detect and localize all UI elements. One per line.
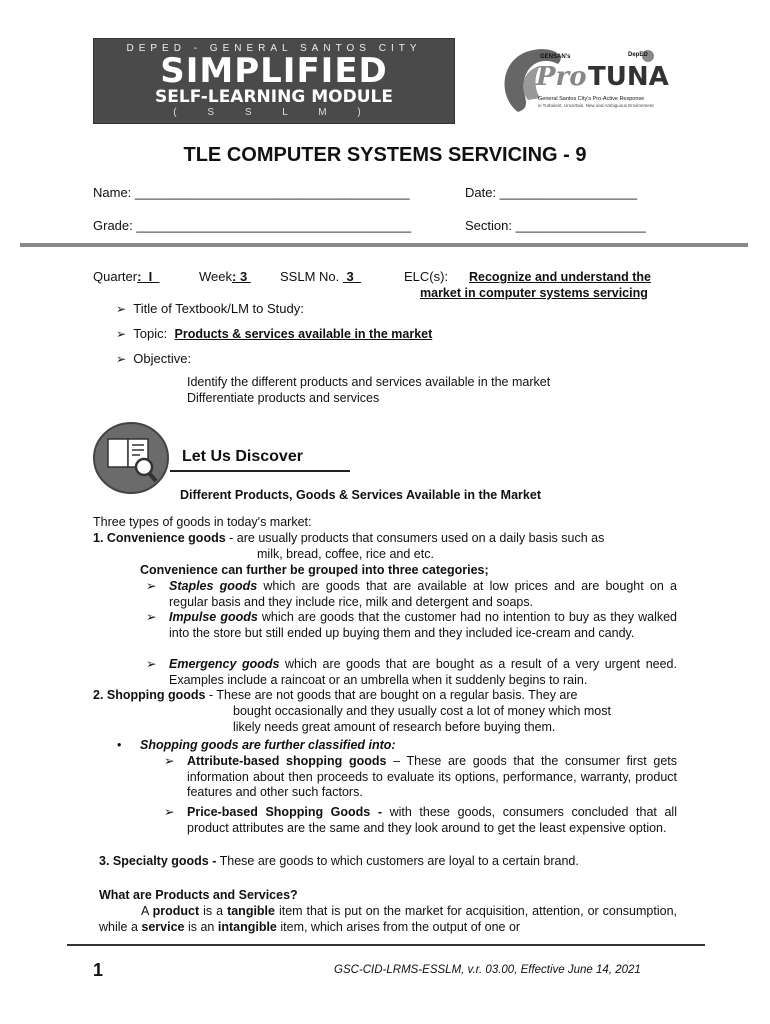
logo-tuna: TUNA [588,62,669,92]
elc-value-2: market in computer systems servicing [420,286,648,300]
discover-subheading: Different Products, Goods & Services Available in the Market [180,488,541,502]
week-value: : 3 [232,269,251,284]
attribute-item [187,754,677,801]
protuna-logo [488,42,678,124]
textbook-item [116,301,304,317]
banner-subtitle: SELF-LEARNING MODULE [155,87,393,107]
topic-item [116,326,432,343]
dot-bullet-icon: • [117,738,122,752]
week-label: Week [199,269,232,284]
arrow-bullet-icon: ➢ [116,302,127,316]
impulse-title: Impulse goods [169,610,258,624]
topic-label: Topic: [133,326,168,341]
elc-value-1: Recognize and understand the [469,270,651,284]
arrow-bullet-icon: ➢ [146,657,157,671]
ps-title: What are Products and Services? [99,888,298,902]
arrow-bullet-icon: ➢ [164,754,175,768]
arrow-bullet-icon: ➢ [116,327,127,341]
specialty-title: 3. Specialty goods - [99,854,217,868]
banner-acronym: ( S S L M ) [173,107,375,118]
impulse-text: which are goods that the customer had no intention to buy as they walked into the store but still ended up buying them and they included ice-cream and candy. [169,610,677,640]
convenience-line [93,531,604,547]
shopping-class: Shopping goods are further classified into: [140,738,396,752]
objective-item [116,351,191,367]
discover-heading: Let Us Discover [182,448,303,465]
banner-top-text: DEPED - GENERAL SANTOS CITY [126,43,422,54]
sslm-row [280,269,361,285]
section-field[interactable]: Section: __________________ [465,218,646,233]
quarter-label: Quarter [93,269,138,284]
sslm-label: SSLM No. [280,269,343,284]
logo-gensans: GENSAN's [540,54,571,60]
week-row [199,269,251,285]
page-number: 1 [93,960,104,980]
grade-field[interactable]: Grade: ______________________________________ [93,218,412,233]
shopping-text-2: bought occasionally and they usually cost a lot of money which most [233,704,611,718]
date-field[interactable]: Date: ___________________ [465,185,638,200]
logo-tagline: General Santos City's Pro-Active Response [538,96,645,102]
discover-icon [92,421,170,495]
convenience-text: - are usually products that consumers used on a daily basis such as [225,531,605,545]
intro-text: Three types of goods in today's market: [93,515,312,529]
staples-title: Staples goods [169,579,258,593]
topic-value: Products & services available in the market [174,327,433,341]
module-banner [93,38,455,124]
price-title: Price-based Shopping Goods - [187,805,383,819]
arrow-bullet-icon: ➢ [116,352,127,366]
emergency-item [169,657,677,688]
ps-paragraph: A product is a tangible item that is put on the market for acquisition, attention, or consumption, while a service is an intangible item, which arises from the output of one or [99,904,677,934]
arrow-bullet-icon: ➢ [164,805,175,819]
objective-label: Objective: [133,351,192,366]
ps-product: product [152,904,200,918]
page-title: TLE COMPUTER SYSTEMS SERVICING - 9 [183,144,587,166]
objective-2: Differentiate products and services [187,391,380,405]
ps-service: service [141,919,185,934]
convenience-title: 1. Convenience goods [93,531,226,545]
attribute-text: – These are goods that the consumer first gets information about then proceeds to evaluate its options, performance, warranty, product features and other such factors. [187,754,677,799]
attribute-title: Attribute-based shopping goods [187,754,387,768]
shopping-text-3: likely needs great amount of research before buying them. [233,720,556,734]
logo-deped: DepED [628,52,648,58]
staples-item [169,579,677,610]
objective-1: Identify the different products and services available in the market [187,375,551,389]
sslm-value: 3 [342,269,361,284]
impulse-item [169,610,677,641]
convenience-text-2: milk, bread, coffee, rice and etc. [257,547,434,561]
elc-label: ELC(s): [404,269,449,284]
shopping-title: 2. Shopping goods [93,688,206,702]
meta-row [93,269,159,285]
shopping-line [93,688,578,704]
logo-pro: Pro [536,62,587,92]
quarter-value: : I [137,269,160,284]
name-field[interactable]: Name: ______________________________________ [93,185,410,200]
ps-tangible: tangible [227,904,275,918]
banner-title: SIMPLIFIED [160,51,388,91]
logo-tagline-2: in Turbulent, Uncertain, New and Ambiguous Environment [538,103,654,108]
emergency-text: which are goods that are bought as a result of a very urgent need. Examples include a raincoat or an umbrella when it suddenly begins to rain. [169,657,677,687]
shopping-text: - These are not goods that are bought on a regular basis. They are [205,688,578,702]
arrow-bullet-icon: ➢ [146,579,157,593]
specialty-text: These are goods to which customers are loyal to a certain brand. [216,854,579,868]
discover-underline [170,470,350,472]
footer-code: GSC-CID-LRMS-ESSLM, v.r. 03.00, Effective June 14, 2021 [334,964,641,976]
specialty-line [99,854,579,870]
price-item [187,805,677,836]
textbook-label: Title of Textbook/LM to Study: [133,301,304,316]
header-divider [20,243,748,247]
price-text: with these goods, consumers concluded that all product attributes are the same and they look around to get the least expensive option. [187,805,677,835]
arrow-bullet-icon: ➢ [146,610,157,624]
convenience-group: Convenience can further be grouped into three categories; [140,563,489,577]
emergency-title: Emergency goods [169,657,280,671]
ps-intangible: intangible [217,919,277,934]
footer-divider [67,944,705,946]
staples-text: which are goods that are available at low prices and are bought on a regular basis and they include rice, milk and detergent and soaps. [169,579,677,609]
